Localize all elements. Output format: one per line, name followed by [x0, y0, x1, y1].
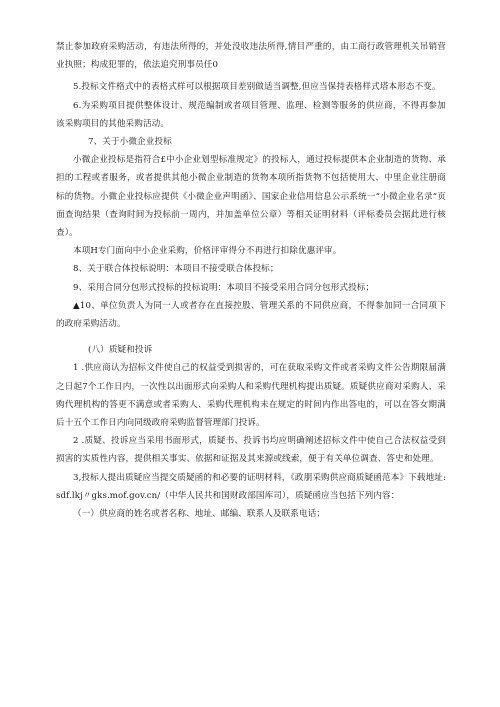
- paragraph-sme-procurement: 本项H专门面向中小企业采购，价格评审得分不再进行扣除优惠评审。: [73, 246, 342, 257]
- paragraph-small-business: 小微企业投标是指符合£中小企业划型标准规定》的投标人，通过投标提供本企业制造的货物、承担的工程或者服务，或者提供其他小微企业制造的货物本项所指货物不包括使用大、中里企业注册商标的货物。小微企业投标应提供《小微企业声明函》、国家企业信用信息公示系统一“小微企业名录”页面查询结果（查询时间为投标前一周内，并加盖单位公章）等相关证明材料（评标委员会据此进行核查）。: [56, 155, 446, 239]
- paragraph-item-10: ▲10、单位负责人为同一人或者存在直接控股、管理关系的不同供应商，不得参加同一合同项下的政府采购活动。: [56, 300, 446, 330]
- paragraph-penalty: 禁止参加政府采购活动，有违法所得的，并处没收违法所得,情目严重的，由工商行政管理机关吊销营业执照；构成犯罪的，依法追究刑事员任0: [56, 42, 446, 71]
- heading-section-8: (八）质疑和投诉: [88, 345, 153, 356]
- paragraph-query-3: 3,投标人提出质疑应当提交质疑函的和必要的证明材料，《政朋采购供应商质疑函范本》下载地址:sdf.lkj〃gks.mof.gov.cn/（中华人民共和国财政部国库司），质疑函应当包括下列内容：: [56, 472, 446, 501]
- heading-item-7: 7、关于小微企业投标: [88, 137, 172, 148]
- paragraph-item-6: 6.为采购项目提供整体设计、规范编制或者项目管理、监理、检测等服务的供应商，不得再参加该采购项目的其他采购活动。: [56, 100, 446, 129]
- document-page: [56, 38, 446, 523]
- paragraph-item-8: 8、关于联合体投标说明：本项目不接受联合体投标；: [73, 264, 279, 275]
- paragraph-item-5: 5.投标文件格式中的表格式样可以根据项目差别做适当调整,但应当保持表格样式塔本形态不变。: [73, 82, 441, 93]
- paragraph-query-1: 1 .供应商认为招标文件使自己的权益受到损害的，可在获取采购文件或者采购文件公告期限届满之日起7个工作日内，一次性以出面形式向采购人和采购代理机构提出质疑。质疑供应商对采购人、采购代理机构的答更不满意或者采购人、采购代理机构未在规定的时间内作出答电的，可以在答女期满后十五个工作日内向同级政府采购监督管理部门投诉。: [56, 363, 446, 429]
- paragraph-query-2: 2 .质疑、投诉应当采用书面形式，质疑书、投诉书均应明确阐述招标文件中使自己合法权益受到损害的实质性内容，提供相关事实、依据和证据及其来源或线索，便于有关单位调查、答史和处理。: [56, 436, 446, 465]
- paragraph-item-9: 9、采用合同分包形式投标的投标说明：本项目不接受采用合同分包形式投标；: [73, 282, 375, 293]
- paragraph-query-item-1: （一）供应商的姓名或者名称、地址、邮编、联系人及联系电话；: [73, 509, 326, 520]
